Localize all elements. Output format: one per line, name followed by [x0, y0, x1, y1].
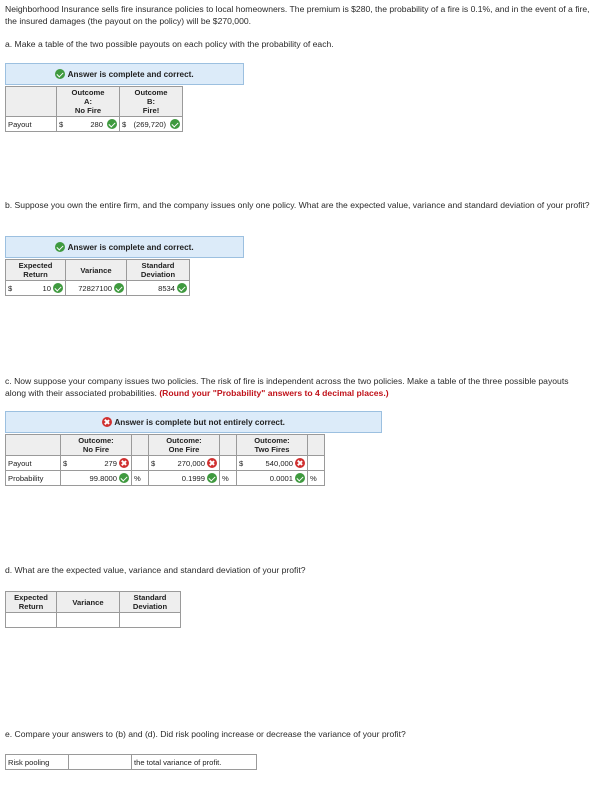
prob-no-fire-input[interactable]: 99.8000 [89, 473, 117, 483]
row-label-payout: Payout [6, 117, 57, 132]
check-icon [114, 283, 124, 293]
banner-text: Answer is complete but not entirely correct. [114, 417, 285, 427]
row-label-probability: Probability [6, 471, 61, 486]
std-dev-cell [127, 281, 190, 296]
header-one-fire: Outcome: One Fire [149, 435, 220, 456]
part-c-banner [5, 411, 382, 433]
empty-cell [220, 456, 237, 471]
check-icon [53, 283, 63, 293]
header-outcome-a: Outcome A: No Fire [57, 87, 120, 117]
header-expected-return: Expected Return [6, 260, 66, 281]
check-icon [207, 473, 217, 483]
prob-two-fires-cell [237, 471, 308, 486]
risk-pooling-label: Risk pooling [6, 755, 69, 770]
rounding-note: (Round your "Probability" answers to 4 decimal places.) [159, 387, 389, 398]
part-e-question: e. Compare your answers to (b) and (d). Did risk pooling increase or decrease the variance of your profit? [5, 729, 406, 739]
prob-no-fire-cell [61, 471, 132, 486]
currency-symbol: $ [59, 119, 64, 129]
x-icon [295, 458, 305, 468]
header-two-fires: Outcome: Two Fires [237, 435, 308, 456]
variance-input[interactable]: 72827100 [78, 283, 112, 293]
currency-symbol: $ [151, 458, 156, 468]
check-icon [55, 242, 65, 252]
header-no-fire: Outcome: No Fire [61, 435, 132, 456]
x-icon [102, 417, 112, 427]
percent-cell: % [308, 471, 325, 486]
currency-symbol: $ [122, 119, 127, 129]
part-d-question: d. What are the expected value, variance and standard deviation of your profit? [5, 565, 306, 575]
payout-two-fires-cell [237, 456, 308, 471]
currency-symbol: $ [239, 458, 244, 468]
empty-cell [132, 456, 149, 471]
header-expected-return: Expected Return [6, 592, 57, 613]
corner-cell [6, 435, 61, 456]
spacer-cell [132, 435, 149, 456]
payout-no-fire-cell [61, 456, 132, 471]
percent-cell: % [132, 471, 149, 486]
payout-two-fires-input[interactable]: 540,000 [265, 458, 293, 468]
header-variance: Variance [66, 260, 127, 281]
spacer-cell [308, 435, 325, 456]
payout-no-fire-input[interactable]: 279 [104, 458, 117, 468]
check-icon [55, 69, 65, 79]
currency-symbol: $ [8, 283, 13, 293]
expected-return-input[interactable] [6, 613, 57, 628]
variance-input[interactable] [57, 613, 120, 628]
corner-cell [6, 87, 57, 117]
expected-return-input[interactable]: 10 [42, 283, 51, 293]
payout-a-input[interactable]: 280 [90, 119, 103, 129]
prob-one-fire-cell [149, 471, 220, 486]
check-icon [119, 473, 129, 483]
header-standard-deviation: Standard Deviation [120, 592, 181, 613]
spacer-cell [220, 435, 237, 456]
intro-text: Neighborhood Insurance sells fire insurance policies to local homeowners. The premium is $280, the probability of a fire is 0.1%, and in the event of a fire, the insured damages (the payout on the policy) will be $270,000. [5, 4, 590, 26]
part-e-table [5, 754, 257, 770]
x-icon [119, 458, 129, 468]
payout-one-fire-cell [149, 456, 220, 471]
row-label-payout: Payout [6, 456, 61, 471]
prob-two-fires-input[interactable]: 0.0001 [269, 473, 293, 483]
prob-one-fire-input[interactable]: 0.1999 [181, 473, 205, 483]
part-c-question: c. Now suppose your company issues two policies. The risk of fire is independent across the two policies. Make a table of the three possible payouts along with their associated probabilities. (Round your "Probability" answers to 4 decimal places.) [5, 376, 569, 398]
currency-symbol: $ [63, 458, 68, 468]
banner-text: Answer is complete and correct. [67, 242, 194, 252]
payout-b-input[interactable]: (269,720) [133, 119, 166, 129]
part-a-table [5, 86, 183, 132]
check-icon [177, 283, 187, 293]
part-c-table [5, 434, 325, 486]
header-variance: Variance [57, 592, 120, 613]
part-a-question: a. Make a table of the two possible payouts on each policy with the probability of each. [5, 39, 334, 49]
part-b-table [5, 259, 190, 296]
part-b-banner [5, 236, 244, 258]
part-d-table [5, 591, 181, 628]
payout-b-cell [120, 117, 183, 132]
check-icon [170, 119, 180, 129]
header-standard-deviation: Standard Deviation [127, 260, 190, 281]
percent-cell: % [220, 471, 237, 486]
banner-text: Answer is complete and correct. [67, 69, 194, 79]
x-icon [207, 458, 217, 468]
std-dev-input[interactable] [120, 613, 181, 628]
variance-cell [66, 281, 127, 296]
std-dev-input[interactable]: 8534 [158, 283, 175, 293]
header-outcome-b: Outcome B: Fire! [120, 87, 183, 117]
check-icon [107, 119, 117, 129]
payout-one-fire-input[interactable]: 270,000 [177, 458, 205, 468]
check-icon [295, 473, 305, 483]
part-a-banner [5, 63, 244, 85]
risk-pooling-suffix: the total variance of profit. [132, 755, 257, 770]
risk-pooling-select[interactable] [69, 755, 132, 770]
part-b-question: b. Suppose you own the entire firm, and the company issues only one policy. What are the expected value, variance and standard deviation of your profit? [5, 200, 590, 210]
empty-cell [308, 456, 325, 471]
expected-return-cell [6, 281, 66, 296]
payout-a-cell [57, 117, 120, 132]
